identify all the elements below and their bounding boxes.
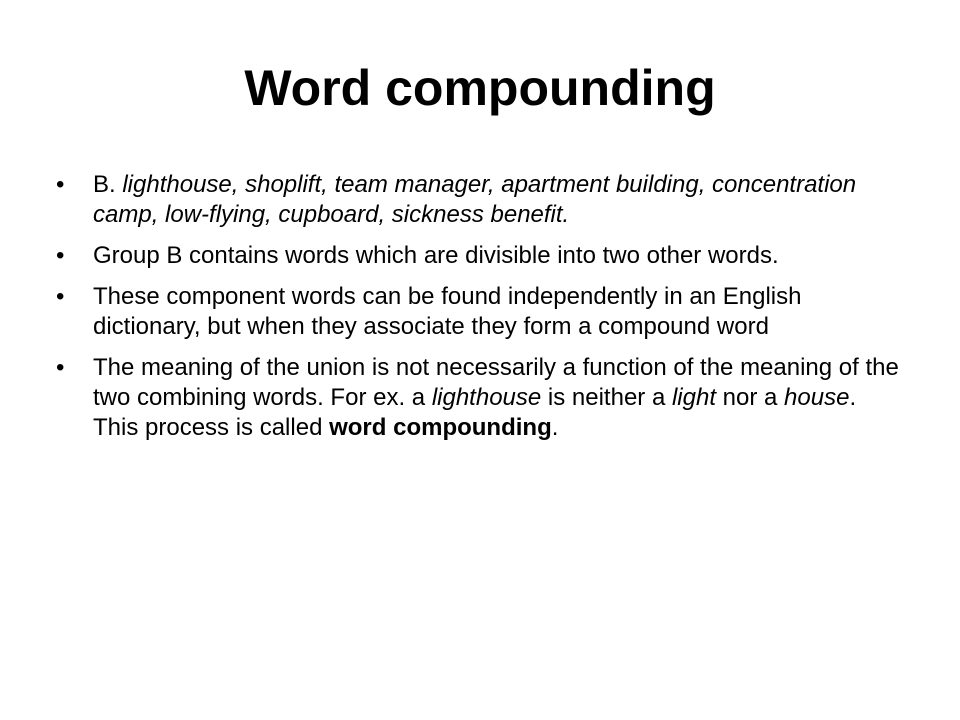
bullet-text — [93, 171, 856, 228]
text-segment: . — [551, 414, 559, 441]
text-segment: Group B contains words which are divisible into two other words. — [93, 242, 779, 269]
text-segment: nor a — [716, 384, 785, 411]
text-segment: The meaning of the union is not necessarily a function of the meaning of the two combining words. For ex. a — [93, 354, 899, 411]
text-segment: . This process is called — [93, 384, 857, 441]
italic-term: lighthouse — [431, 384, 542, 411]
bullet-marker: • — [56, 283, 65, 310]
text-segment: is neither a — [541, 384, 672, 411]
bullet-text — [93, 354, 899, 441]
bullet-text — [93, 242, 779, 269]
bullet-marker: • — [56, 242, 65, 269]
example-words: lighthouse, shoplift, team manager, apartment building, concentration camp, low-flying, cupboard, sickness benefit. — [93, 171, 857, 228]
bullet-text — [93, 283, 801, 340]
bullet-item — [56, 282, 902, 342]
bullet-item — [56, 170, 902, 230]
italic-term: house — [784, 384, 850, 411]
bullet-item — [56, 241, 902, 271]
slide-title: Word compounding — [244, 60, 716, 116]
text-segment: These component words can be found independently in an English dictionary, but when they associate they form a compound word — [93, 283, 802, 340]
bullet-marker: • — [56, 354, 65, 381]
bullet-marker: • — [56, 171, 65, 198]
bold-term: word compounding — [329, 414, 552, 441]
text-segment: B. — [93, 171, 123, 198]
bullet-list — [56, 170, 902, 454]
bullet-item — [56, 353, 902, 443]
italic-term: light — [671, 384, 716, 411]
